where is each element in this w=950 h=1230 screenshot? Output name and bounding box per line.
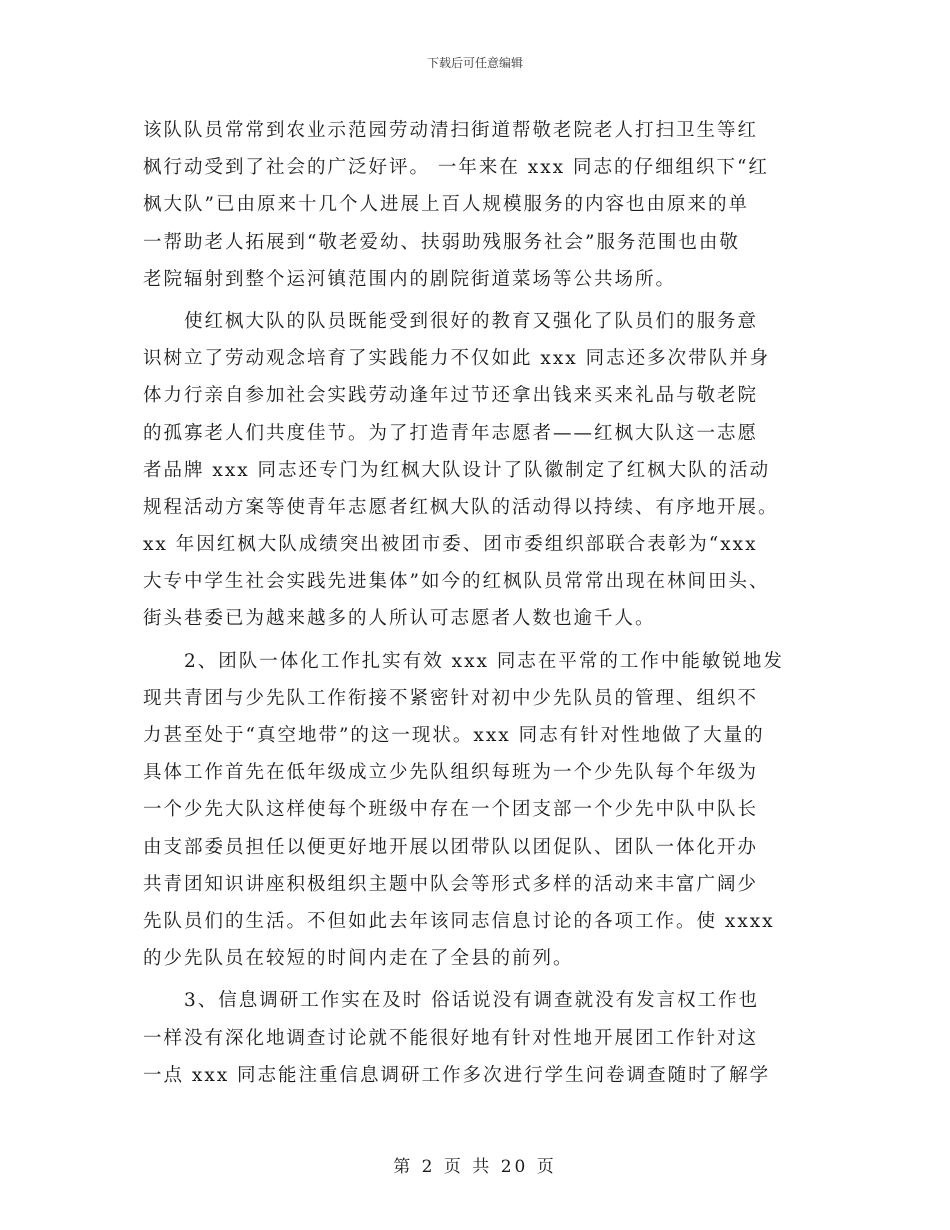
- body-line: 一样没有深化地调查讨论就不能很好地有针对性地开展团工作针对这: [143, 1027, 759, 1049]
- body-line: 规程活动方案等使青年志愿者红枫大队的活动得以持续、有序地开展。: [143, 496, 779, 518]
- body-line: 一点 xxx 同志能注重信息调研工作多次进行学生问卷调查随时了解学: [143, 1064, 771, 1086]
- body-line: 由支部委员担任以便更好地开展以团带队以团促队、团队一体化开办: [143, 836, 759, 858]
- body-line: 大专中学生社会实践先进集体”如今的红枫队员常常出现在林间田头、: [143, 571, 770, 593]
- body-line: 共青团知识讲座积极组织主题中队会等形式多样的活动来丰富广阔少: [143, 873, 759, 895]
- body-line: 该队队员常常到农业示范园劳动清扫街道帮敬老院老人打扫卫生等红: [143, 120, 759, 141]
- body-line: 现共青团与少先队工作衔接不紧密针对初中少先队员的管理、组织不: [143, 687, 759, 709]
- body-line: 枫大队”已由原来十几个人进展上百人规模服务的内容也由原来的单: [143, 194, 749, 216]
- body-line: 识树立了劳动观念培育了实践能力不仅如此 xxx 同志还多次带队并身: [143, 348, 771, 370]
- body-line: 2、团队一体化工作扎实有效 xxx 同志在平常的工作中能敏锐地发: [143, 650, 784, 672]
- body-line: 体力行亲自参加社会实践劳动逢年过节还拿出钱来买来礼品与敬老院: [143, 385, 759, 407]
- body-line: 街头巷委已为越来越多的人所认可志愿者人数也逾千人。: [143, 608, 656, 630]
- body-line: 者品牌 xxx 同志还专门为红枫大队设计了队徽制定了红枫大队的活动: [143, 459, 771, 481]
- body-line: 一帮助老人拓展到“敬老爱幼、扶弱助残服务社会”服务范围也由敬: [143, 231, 740, 253]
- body-line: 先队员们的生活。不但如此去年该同志信息讨论的各项工作。使 xxxx: [143, 910, 775, 932]
- body-line: 一个少先大队这样使每个班级中存在一个团支部一个少先中队中队长: [143, 799, 759, 821]
- body-line: 枫行动受到了社会的广泛好评。 一年来在 xxx 同志的仔细组织下“红: [143, 157, 769, 179]
- body-line: 3、信息调研工作实在及时 俗话说没有调查就没有发言权工作也: [143, 990, 760, 1012]
- body-line: xx 年因红枫大队成绩突出被团市委、团市委组织部联合表彰为“xxx: [143, 534, 758, 556]
- body-line: 的少先队员在较短的时间内走在了全县的前列。: [143, 948, 574, 970]
- body-line: 老院辐射到整个运河镇范围内的剧院街道菜场等公共场所。: [143, 268, 677, 290]
- document-body: [143, 112, 810, 1094]
- body-line: 力甚至处于“真空地带”的这一现状。xxx 同志有针对性地做了大量的: [143, 725, 765, 746]
- page-number-footer: 第 2 页 共 20 页: [393, 1157, 557, 1177]
- body-line: 使红枫大队的队员既能受到很好的教育又强化了队员们的服务意: [143, 310, 759, 332]
- body-line: 的孤寡老人们共度佳节。为了打造青年志愿者——红枫大队这一志愿: [143, 422, 759, 444]
- page-header: 下载后可任意编辑: [426, 56, 523, 70]
- body-line: 具体工作首先在低年级成立少先队组织每班为一个少先队每个年级为: [143, 762, 759, 784]
